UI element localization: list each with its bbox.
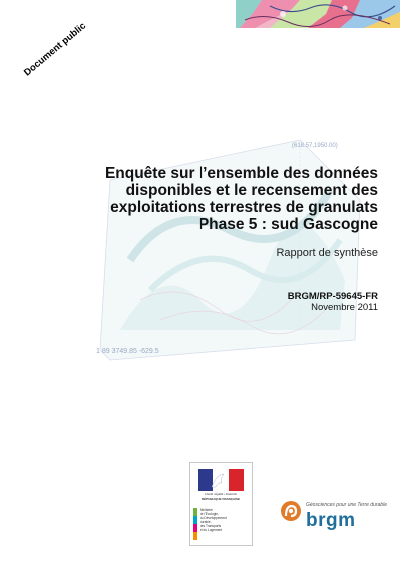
- title-line: exploitations terrestres de granulats: [110, 199, 378, 216]
- brgm-mark-icon: [280, 500, 302, 522]
- public-document-stamp: Document public: [22, 20, 89, 79]
- ministry-logo: [189, 462, 253, 546]
- title-line: Enquête sur l’ensemble des données: [104, 165, 378, 182]
- report-title: [58, 165, 378, 233]
- report-subtitle: Rapport de synthèse: [276, 247, 378, 259]
- brgm-slogan: Géosciences pour une Terre durable: [306, 502, 387, 508]
- title-line: Phase 5 : sud Gascogne: [198, 216, 378, 233]
- brgm-wordmark: brgm: [306, 510, 356, 531]
- ministry-name-line: Ministère: [200, 508, 213, 512]
- title-line: disponibles et le recensement des: [125, 182, 378, 199]
- map-coordinate-label-bottom: 1 89 3749.85 -629.5: [96, 348, 159, 355]
- ministry-color-bar: [193, 508, 197, 540]
- map-coordinate-label-top: (618.57,1950.00): [292, 143, 338, 149]
- marianne-flag-icon: [198, 469, 244, 491]
- ministry-name-line: durable,: [200, 520, 212, 524]
- ministry-name-line: de l'Écologie,: [200, 512, 219, 516]
- republic-motto: Liberté • Égalité • Fraternité: [205, 493, 237, 496]
- ministry-name: [200, 508, 250, 532]
- ministry-name-line: des Transports: [200, 524, 222, 528]
- republic-name: RÉPUBLIQUE FRANÇAISE: [201, 497, 240, 501]
- report-date: Novembre 2011: [311, 302, 378, 313]
- ministry-name-line: et du Logement: [200, 528, 223, 532]
- geology-strip-image: [236, 0, 400, 28]
- ministry-name-line: du Développement: [200, 516, 227, 520]
- report-number: BRGM/RP-59645-FR: [287, 291, 378, 302]
- brgm-logo: [280, 498, 387, 538]
